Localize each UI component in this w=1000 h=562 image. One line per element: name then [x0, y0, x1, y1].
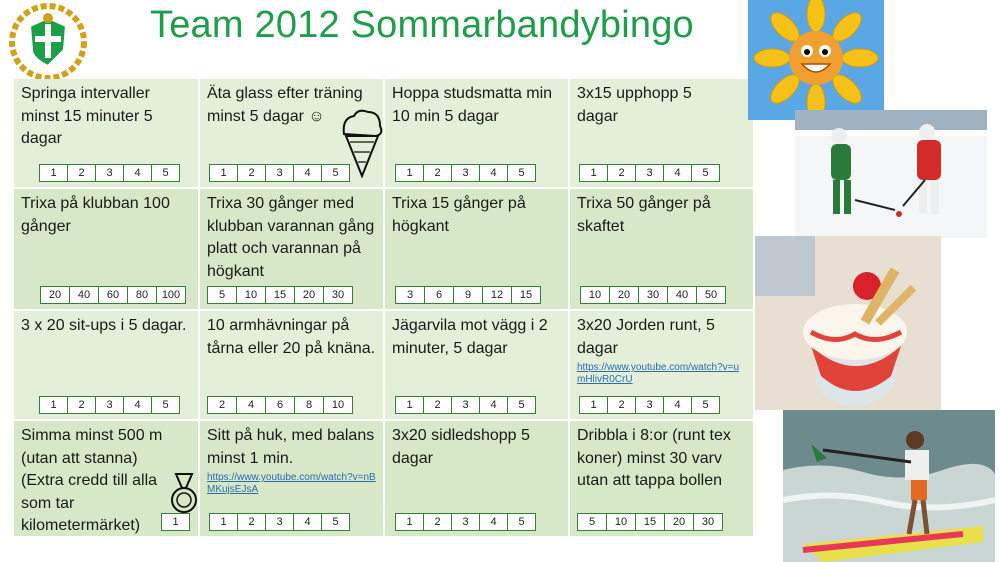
tally-box[interactable]: 9	[454, 287, 483, 303]
tally-boxes	[395, 513, 536, 531]
bingo-cell	[14, 79, 200, 189]
tally-box[interactable]: 4	[664, 397, 692, 413]
cell-text: 3 x 20 sit-ups i 5 dagar.	[21, 317, 187, 334]
tally-boxes	[207, 286, 353, 304]
tally-box[interactable]: 5	[332, 167, 339, 179]
tally-boxes	[207, 396, 353, 414]
tally-box[interactable]: 2	[608, 165, 636, 181]
tally-box[interactable]: 100	[161, 289, 181, 301]
tally-boxes	[209, 513, 350, 531]
tally-box[interactable]: 3	[636, 165, 664, 181]
bingo-cell	[570, 79, 755, 189]
paddleboard-image	[783, 410, 995, 562]
tally-box[interactable]: 20	[665, 514, 694, 530]
cell-text: Trixa 50 gånger på skaftet	[577, 195, 711, 235]
cell-text: Trixa 30 gånger med klubban varannan gång platt och varannan på högkant	[207, 195, 375, 280]
tally-box[interactable]: 10	[331, 399, 345, 411]
cell-text: Äta glass efter träning minst 5 dagar ☺	[207, 85, 363, 125]
tally-box[interactable]: 12	[483, 287, 512, 303]
cell-text: Trixa på klubban 100 gånger	[21, 195, 170, 235]
tally-box[interactable]: 2	[424, 514, 452, 530]
tally-box[interactable]: 5	[518, 516, 525, 528]
tally-box[interactable]: 5	[518, 399, 525, 411]
tally-boxes	[395, 164, 536, 182]
medal-icon	[170, 472, 198, 518]
club-logo	[8, 2, 88, 82]
tally-box[interactable]: 2	[424, 397, 452, 413]
tally-box[interactable]: 20	[295, 287, 324, 303]
page-title: Team 2012 Sommarbandybingo	[150, 4, 694, 46]
tally-box[interactable]: 30	[701, 516, 715, 528]
tally-boxes	[579, 164, 720, 182]
tally-box[interactable]: 2	[238, 514, 266, 530]
tally-box[interactable]: 3	[396, 287, 425, 303]
tally-box[interactable]: 3	[266, 165, 294, 181]
tally-box[interactable]: 1	[580, 165, 608, 181]
tally-boxes	[395, 396, 536, 414]
bingo-cell	[570, 311, 755, 421]
tally-box[interactable]: 2	[68, 165, 96, 181]
youtube-link[interactable]: https://www.youtube.com/watch?v=umHlivR0CrU	[577, 362, 740, 385]
tally-box[interactable]: 30	[639, 287, 668, 303]
tally-box[interactable]: 1	[40, 165, 68, 181]
tally-box[interactable]: 4	[294, 514, 322, 530]
tally-box[interactable]: 1	[40, 397, 68, 413]
tally-box[interactable]: 5	[162, 399, 169, 411]
bingo-cell	[385, 189, 570, 311]
tally-box[interactable]: 4	[664, 165, 692, 181]
tally-box[interactable]: 1	[396, 397, 424, 413]
tally-box[interactable]: 8	[295, 397, 324, 413]
tally-box[interactable]: 3	[452, 514, 480, 530]
tally-box[interactable]: 2	[238, 165, 266, 181]
ice-cream-icon	[340, 108, 384, 178]
bingo-cell	[14, 311, 200, 421]
bingo-cell	[200, 421, 385, 538]
tally-box[interactable]: 3	[452, 397, 480, 413]
bingo-cell	[570, 189, 755, 311]
bingo-cell	[200, 189, 385, 311]
tally-box[interactable]: 5	[518, 167, 525, 179]
bandy-players-image	[795, 110, 987, 238]
tally-box[interactable]: 50	[704, 289, 718, 301]
cell-text: Simma minst 500 m (utan att stanna) (Extra credd till alla som tar kilometermärket)	[21, 427, 163, 534]
tally-box[interactable]: 4	[294, 165, 322, 181]
tally-box[interactable]: 1	[210, 514, 238, 530]
ice-cream-sundae-image	[755, 236, 941, 410]
tally-box[interactable]: 2	[68, 397, 96, 413]
tally-box[interactable]: 30	[331, 289, 345, 301]
tally-box[interactable]: 6	[266, 397, 295, 413]
tally-boxes	[40, 286, 186, 304]
tally-boxes	[580, 286, 726, 304]
youtube-link[interactable]: https://www.youtube.com/watch?v=nBMKujsEJsA	[207, 472, 376, 495]
tally-box[interactable]: 5	[332, 516, 339, 528]
tally-box[interactable]: 5	[208, 287, 237, 303]
cell-text: Jägarvila mot vägg i 2 minuter, 5 dagar	[392, 317, 548, 357]
tally-box[interactable]: 3	[266, 514, 294, 530]
tally-box[interactable]: 2	[424, 165, 452, 181]
bingo-cell	[385, 311, 570, 421]
tally-boxes	[577, 513, 723, 531]
cell-text: Springa intervaller minst 15 minuter 5 dagar	[21, 85, 153, 147]
cell-text: Dribbla i 8:or (runt tex koner) minst 30 varv utan att tappa bollen	[577, 427, 731, 489]
tally-boxes	[39, 164, 180, 182]
bingo-cell	[570, 421, 755, 538]
tally-box[interactable]: 4	[480, 514, 508, 530]
bingo-cell	[14, 189, 200, 311]
cell-text: 3x20 sidledshopp 5 dagar	[392, 427, 530, 467]
tally-box[interactable]: 5	[702, 167, 709, 179]
tally-box[interactable]: 6	[425, 287, 454, 303]
bingo-cell	[200, 311, 385, 421]
tally-box[interactable]: 80	[128, 287, 157, 303]
tally-box[interactable]: 2	[608, 397, 636, 413]
tally-box[interactable]: 60	[99, 287, 128, 303]
cell-text: Hoppa studsmatta min 10 min 5 dagar	[392, 85, 553, 125]
tally-box[interactable]: 4	[480, 165, 508, 181]
tally-box[interactable]: 5	[702, 399, 709, 411]
tally-box[interactable]: 3	[96, 397, 124, 413]
tally-box[interactable]: 4	[124, 165, 152, 181]
tally-boxes	[579, 396, 720, 414]
tally-box[interactable]: 1	[396, 514, 424, 530]
tally-box[interactable]: 3	[96, 165, 124, 181]
tally-box[interactable]: 20	[610, 287, 639, 303]
tally-boxes	[209, 164, 350, 182]
tally-box[interactable]: 15	[636, 514, 665, 530]
tally-box[interactable]: 2	[208, 397, 237, 413]
cell-text: 10 armhävningar på tårna eller 20 på knäna.	[207, 317, 376, 357]
tally-boxes	[39, 396, 180, 414]
cell-text: Trixa 15 gånger på högkant	[392, 195, 526, 235]
tally-box[interactable]: 4	[124, 397, 152, 413]
tally-box[interactable]: 4	[480, 397, 508, 413]
sunflower-image	[748, 0, 884, 120]
tally-boxes	[395, 286, 541, 304]
tally-box[interactable]: 1	[580, 397, 608, 413]
tally-box[interactable]: 5	[578, 514, 607, 530]
tally-box[interactable]: 10	[581, 287, 610, 303]
cell-text: 3x15 upphopp 5 dagar	[577, 85, 692, 125]
cell-text: 3x20 Jorden runt, 5 dagar	[577, 317, 715, 357]
tally-box[interactable]: 15	[266, 287, 295, 303]
bingo-cell	[385, 79, 570, 189]
bingo-cell	[385, 421, 570, 538]
bingo-grid	[14, 79, 755, 538]
tally-box[interactable]: 4	[237, 397, 266, 413]
tally-box[interactable]: 3	[636, 397, 664, 413]
tally-box[interactable]: 20	[41, 287, 70, 303]
tally-box[interactable]: 1	[396, 165, 424, 181]
tally-box[interactable]: 10	[237, 287, 266, 303]
tally-box[interactable]: 40	[70, 287, 99, 303]
tally-box[interactable]: 3	[452, 165, 480, 181]
tally-box[interactable]: 15	[519, 289, 533, 301]
cell-text: Sitt på huk, med balans minst 1 min.	[207, 427, 375, 467]
tally-box[interactable]: 1	[172, 516, 179, 528]
tally-box[interactable]: 10	[607, 514, 636, 530]
tally-box[interactable]: 5	[162, 167, 169, 179]
tally-box[interactable]: 40	[668, 287, 697, 303]
tally-box[interactable]: 1	[210, 165, 238, 181]
